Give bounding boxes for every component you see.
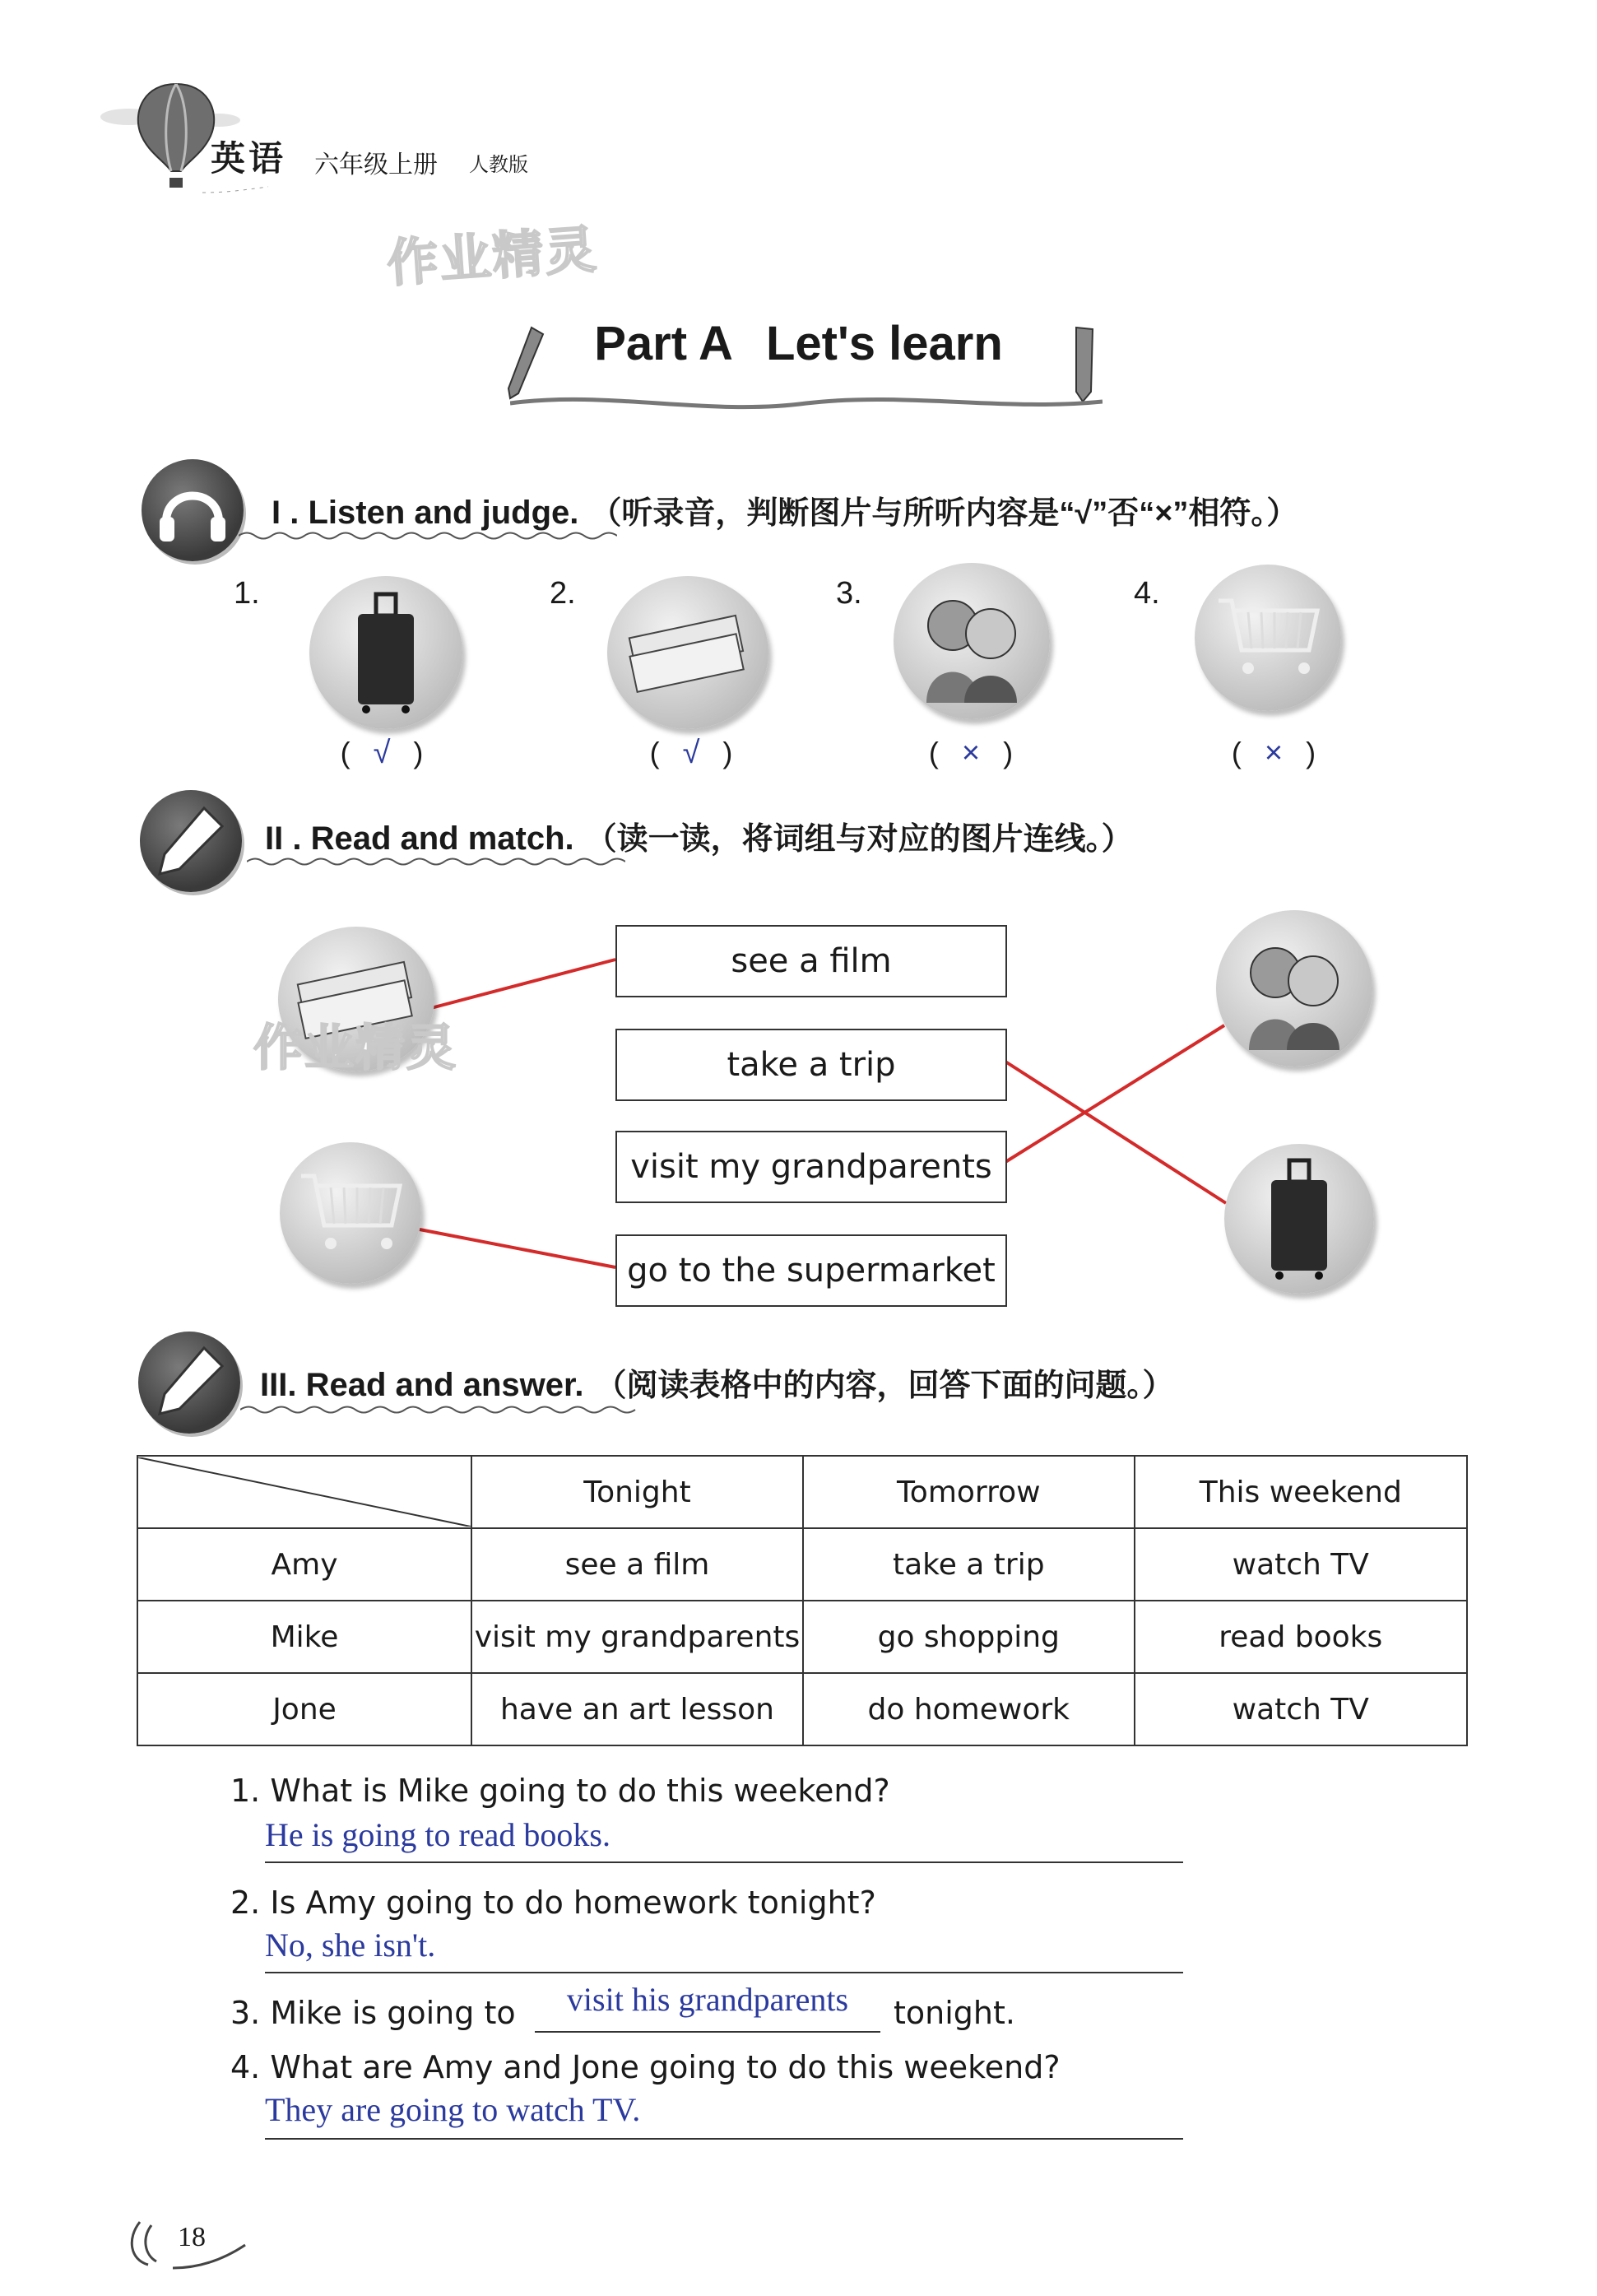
row-name: Mike bbox=[137, 1601, 471, 1673]
section2-roman: II bbox=[265, 820, 284, 857]
phrase-box-take-a-trip[interactable]: take a trip bbox=[615, 1029, 1007, 1101]
table-row bbox=[137, 1528, 1467, 1601]
section1-header: I . Listen and judge. （听录音，判断图片与所听内容是“√”否“×”相符。） bbox=[272, 495, 1298, 531]
answer-blank-3[interactable] bbox=[535, 1980, 880, 2033]
phrase-box-go-to-the-supermarket[interactable]: go to the supermarket bbox=[615, 1234, 1007, 1307]
item4-answer: × bbox=[1264, 736, 1284, 770]
column-header: Tomorrow bbox=[803, 1456, 1135, 1528]
page-number: 18 bbox=[178, 2222, 206, 2252]
answer-line-2[interactable] bbox=[265, 1926, 1183, 1973]
section3-wave-icon bbox=[240, 1404, 643, 1415]
column-header: This weekend bbox=[1135, 1456, 1467, 1528]
item2-number: 2. bbox=[550, 576, 576, 611]
item4-answer-paren: ( × ) bbox=[1231, 736, 1316, 770]
table-cell: see a film bbox=[471, 1528, 803, 1601]
part-label: Part A bbox=[594, 317, 733, 370]
section2-watermark: 作业精灵 bbox=[253, 1020, 457, 1076]
question-4: 4. What are Amy and Jone going to do this weekend? bbox=[230, 2049, 1061, 2085]
section2-title: Read and match. bbox=[310, 820, 574, 857]
match-cart-picture bbox=[280, 1142, 421, 1284]
grade-label: 六年级上册 bbox=[314, 151, 438, 179]
item2-answer: √ bbox=[682, 736, 700, 770]
question-3: 3. Mike is going to bbox=[230, 1995, 516, 2031]
phrase-box-see-a-film[interactable]: see a film bbox=[615, 925, 1007, 997]
question-1: 1. What is Mike going to do this weekend? bbox=[230, 1773, 890, 1809]
match-line-ticket-film bbox=[428, 960, 615, 1009]
table-cell: read books bbox=[1135, 1601, 1467, 1673]
table-header-row bbox=[137, 1456, 1467, 1528]
answer-1: He is going to read books. bbox=[265, 1816, 610, 1853]
subject-label: 英语 bbox=[211, 139, 287, 178]
section2-header: II . Read and match. （读一读，将词组与对应的图片连线。） bbox=[265, 820, 1133, 857]
section3-instruction: （阅读表格中的内容，回答下面的问题。） bbox=[595, 1369, 1174, 1403]
column-header: Tonight bbox=[471, 1456, 803, 1528]
table-cell: watch TV bbox=[1135, 1528, 1467, 1601]
publisher-label: 人教版 bbox=[469, 154, 528, 176]
item3-number: 3. bbox=[836, 576, 862, 611]
section3-title: Read and answer. bbox=[305, 1367, 584, 1403]
match-line-cart-supermarket bbox=[420, 1229, 615, 1267]
match-grandparents-picture bbox=[1216, 910, 1372, 1067]
item3-answer: × bbox=[961, 736, 981, 770]
match-line-trip-suitcase bbox=[1005, 1062, 1226, 1203]
section1-title: Listen and judge. bbox=[308, 495, 579, 531]
grandparents-icon bbox=[1233, 927, 1356, 1050]
watermark: 作业精灵 bbox=[385, 221, 600, 293]
table-row bbox=[137, 1601, 1467, 1673]
row-name: Jone bbox=[137, 1673, 471, 1745]
section3-header: III. Read and answer. （阅读表格中的内容，回答下面的问题。） bbox=[260, 1367, 1174, 1403]
question-2: 2. Is Amy going to do homework tonight? bbox=[230, 1885, 876, 1921]
item1-answer-paren: ( √ ) bbox=[340, 736, 424, 770]
section2-instruction: （读一读，将词组与对应的图片连线。） bbox=[585, 822, 1133, 857]
item1-answer: √ bbox=[373, 736, 391, 770]
table-cell: visit my grandparents bbox=[471, 1601, 803, 1673]
answer-line-4[interactable] bbox=[265, 2090, 1183, 2140]
match-line-visit-grandparents bbox=[1005, 1025, 1224, 1162]
answer-4: They are going to watch TV. bbox=[265, 2091, 641, 2128]
table-corner-cell bbox=[137, 1456, 471, 1528]
phrase-box-visit-my-grandparents[interactable]: visit my grandparents bbox=[615, 1131, 1007, 1203]
row-name: Amy bbox=[137, 1528, 471, 1601]
item4-number: 4. bbox=[1134, 576, 1160, 611]
section3-roman: III bbox=[260, 1367, 288, 1403]
question-3-suffix: tonight. bbox=[894, 1995, 1015, 2031]
table-cell: do homework bbox=[803, 1673, 1135, 1745]
shopping-cart-icon bbox=[293, 1168, 408, 1258]
match-suitcase-picture bbox=[1224, 1144, 1374, 1294]
table-cell: watch TV bbox=[1135, 1673, 1467, 1745]
item3-answer-paren: ( × ) bbox=[928, 736, 1014, 770]
answer-2: No, she isn't. bbox=[265, 1927, 436, 1964]
lesson-label: Let's learn bbox=[766, 317, 1003, 370]
table-cell: go shopping bbox=[803, 1601, 1135, 1673]
pencil-icon bbox=[138, 1332, 240, 1434]
item2-answer-paren: ( √ ) bbox=[649, 736, 733, 770]
suitcase-icon bbox=[1258, 1157, 1340, 1280]
section1-instruction: （听录音，判断图片与所听内容是“√”否“×”相符。） bbox=[590, 496, 1298, 531]
section1-roman: I bbox=[272, 495, 281, 531]
answer-3: visit his grandparents bbox=[566, 1981, 849, 2018]
schedule-table bbox=[137, 1455, 1468, 1746]
table-cell: have an art lesson bbox=[471, 1673, 803, 1745]
answer-line-1[interactable] bbox=[265, 1815, 1183, 1863]
item1-number: 1. bbox=[234, 576, 260, 611]
table-row bbox=[137, 1673, 1467, 1745]
table-cell: take a trip bbox=[803, 1528, 1135, 1601]
